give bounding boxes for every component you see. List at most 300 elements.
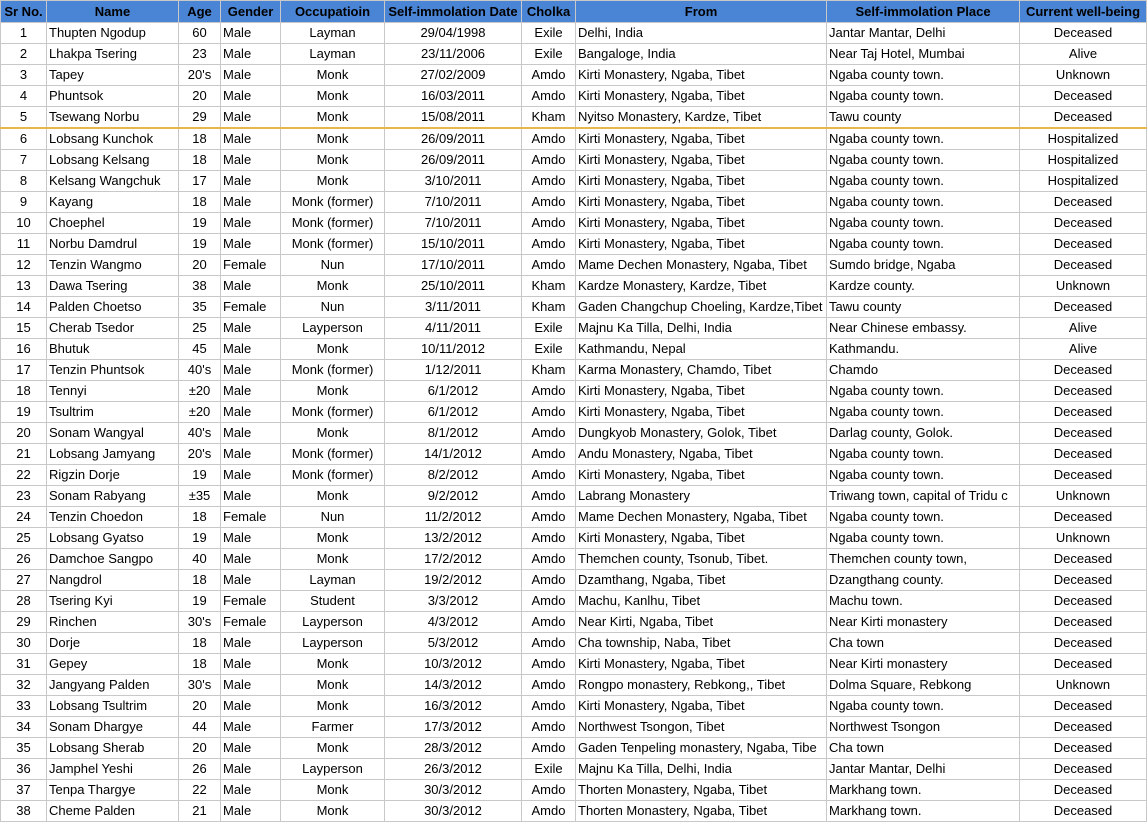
cell-sr-no[interactable]: 32 [1, 675, 47, 696]
cell-from[interactable]: Mame Dechen Monastery, Ngaba, Tibet [576, 507, 827, 528]
cell-cholka[interactable]: Kham [522, 276, 576, 297]
cell-well-being[interactable]: Unknown [1020, 276, 1147, 297]
cell-date[interactable]: 28/3/2012 [385, 738, 522, 759]
cell-well-being[interactable]: Unknown [1020, 675, 1147, 696]
cell-occupation[interactable]: Nun [281, 297, 385, 318]
cell-date[interactable]: 6/1/2012 [385, 402, 522, 423]
cell-from[interactable]: Kirti Monastery, Ngaba, Tibet [576, 381, 827, 402]
cell-age[interactable]: 18 [179, 570, 221, 591]
cell-cholka[interactable]: Amdo [522, 780, 576, 801]
cell-cholka[interactable]: Amdo [522, 591, 576, 612]
cell-sr-no[interactable]: 2 [1, 44, 47, 65]
cell-occupation[interactable]: Monk [281, 171, 385, 192]
cell-place[interactable]: Near Chinese embassy. [827, 318, 1020, 339]
cell-cholka[interactable]: Amdo [522, 150, 576, 171]
cell-sr-no[interactable]: 20 [1, 423, 47, 444]
cell-gender[interactable]: Male [221, 423, 281, 444]
cell-place[interactable]: Ngaba county town. [827, 696, 1020, 717]
cell-name[interactable]: Nangdrol [47, 570, 179, 591]
cell-from[interactable]: Majnu Ka Tilla, Delhi, India [576, 318, 827, 339]
cell-occupation[interactable]: Monk [281, 549, 385, 570]
cell-occupation[interactable]: Monk [281, 801, 385, 822]
cell-date[interactable]: 3/3/2012 [385, 591, 522, 612]
cell-name[interactable]: Lhakpa Tsering [47, 44, 179, 65]
cell-gender[interactable]: Male [221, 234, 281, 255]
cell-name[interactable]: Jamphel Yeshi [47, 759, 179, 780]
cell-sr-no[interactable]: 30 [1, 633, 47, 654]
header-cholka[interactable]: Cholka [522, 1, 576, 23]
cell-sr-no[interactable]: 27 [1, 570, 47, 591]
cell-sr-no[interactable]: 25 [1, 528, 47, 549]
cell-from[interactable]: Bangaloge, India [576, 44, 827, 65]
cell-occupation[interactable]: Monk (former) [281, 444, 385, 465]
cell-from[interactable]: Kirti Monastery, Ngaba, Tibet [576, 465, 827, 486]
cell-gender[interactable]: Female [221, 507, 281, 528]
cell-age[interactable]: 20 [179, 255, 221, 276]
cell-sr-no[interactable]: 8 [1, 171, 47, 192]
cell-occupation[interactable]: Monk (former) [281, 234, 385, 255]
cell-date[interactable]: 4/11/2011 [385, 318, 522, 339]
cell-date[interactable]: 15/08/2011 [385, 107, 522, 129]
cell-gender[interactable]: Male [221, 23, 281, 44]
cell-from[interactable]: Kirti Monastery, Ngaba, Tibet [576, 65, 827, 86]
cell-place[interactable]: Darlag county, Golok. [827, 423, 1020, 444]
cell-place[interactable]: Kardze county. [827, 276, 1020, 297]
cell-cholka[interactable]: Amdo [522, 465, 576, 486]
cell-well-being[interactable]: Deceased [1020, 360, 1147, 381]
cell-age[interactable]: 20's [179, 65, 221, 86]
cell-date[interactable]: 29/04/1998 [385, 23, 522, 44]
cell-sr-no[interactable]: 6 [1, 128, 47, 150]
cell-from[interactable]: Majnu Ka Tilla, Delhi, India [576, 759, 827, 780]
cell-date[interactable]: 8/1/2012 [385, 423, 522, 444]
cell-well-being[interactable]: Deceased [1020, 780, 1147, 801]
cell-name[interactable]: Tenzin Wangmo [47, 255, 179, 276]
cell-occupation[interactable]: Layperson [281, 633, 385, 654]
cell-gender[interactable]: Male [221, 465, 281, 486]
cell-cholka[interactable]: Amdo [522, 738, 576, 759]
cell-gender[interactable]: Male [221, 150, 281, 171]
cell-age[interactable]: 19 [179, 591, 221, 612]
cell-sr-no[interactable]: 7 [1, 150, 47, 171]
cell-date[interactable]: 9/2/2012 [385, 486, 522, 507]
cell-sr-no[interactable]: 18 [1, 381, 47, 402]
cell-well-being[interactable]: Hospitalized [1020, 150, 1147, 171]
cell-gender[interactable]: Male [221, 128, 281, 150]
cell-date[interactable]: 26/09/2011 [385, 128, 522, 150]
cell-from[interactable]: Gaden Tenpeling monastery, Ngaba, Tibe [576, 738, 827, 759]
cell-place[interactable]: Ngaba county town. [827, 402, 1020, 423]
cell-cholka[interactable]: Kham [522, 107, 576, 129]
cell-gender[interactable]: Male [221, 444, 281, 465]
cell-cholka[interactable]: Amdo [522, 654, 576, 675]
cell-gender[interactable]: Male [221, 213, 281, 234]
cell-well-being[interactable]: Deceased [1020, 192, 1147, 213]
cell-date[interactable]: 1/12/2011 [385, 360, 522, 381]
cell-occupation[interactable]: Monk [281, 486, 385, 507]
cell-occupation[interactable]: Monk [281, 381, 385, 402]
cell-from[interactable]: Kirti Monastery, Ngaba, Tibet [576, 402, 827, 423]
cell-cholka[interactable]: Amdo [522, 381, 576, 402]
header-place[interactable]: Self-immolation Place [827, 1, 1020, 23]
cell-name[interactable]: Sonam Rabyang [47, 486, 179, 507]
cell-cholka[interactable]: Amdo [522, 171, 576, 192]
cell-sr-no[interactable]: 26 [1, 549, 47, 570]
cell-age[interactable]: 21 [179, 801, 221, 822]
cell-well-being[interactable]: Alive [1020, 44, 1147, 65]
cell-date[interactable]: 25/10/2011 [385, 276, 522, 297]
cell-date[interactable]: 7/10/2011 [385, 213, 522, 234]
cell-age[interactable]: 38 [179, 276, 221, 297]
cell-age[interactable]: 45 [179, 339, 221, 360]
cell-from[interactable]: Rongpo monastery, Rebkong,, Tibet [576, 675, 827, 696]
cell-well-being[interactable]: Unknown [1020, 486, 1147, 507]
cell-gender[interactable]: Male [221, 717, 281, 738]
cell-sr-no[interactable]: 33 [1, 696, 47, 717]
cell-age[interactable]: 30's [179, 675, 221, 696]
cell-gender[interactable]: Male [221, 192, 281, 213]
cell-age[interactable]: 18 [179, 150, 221, 171]
cell-from[interactable]: Kirti Monastery, Ngaba, Tibet [576, 150, 827, 171]
cell-name[interactable]: Norbu Damdrul [47, 234, 179, 255]
cell-place[interactable]: Tawu county [827, 107, 1020, 129]
cell-age[interactable]: 26 [179, 759, 221, 780]
cell-from[interactable]: Thorten Monastery, Ngaba, Tibet [576, 801, 827, 822]
cell-sr-no[interactable]: 16 [1, 339, 47, 360]
cell-occupation[interactable]: Nun [281, 255, 385, 276]
cell-occupation[interactable]: Monk (former) [281, 192, 385, 213]
cell-cholka[interactable]: Kham [522, 360, 576, 381]
cell-from[interactable]: Kathmandu, Nepal [576, 339, 827, 360]
cell-cholka[interactable]: Amdo [522, 801, 576, 822]
cell-occupation[interactable]: Monk (former) [281, 360, 385, 381]
cell-cholka[interactable]: Amdo [522, 612, 576, 633]
cell-sr-no[interactable]: 9 [1, 192, 47, 213]
cell-gender[interactable]: Male [221, 675, 281, 696]
cell-date[interactable]: 11/2/2012 [385, 507, 522, 528]
cell-well-being[interactable]: Deceased [1020, 423, 1147, 444]
cell-place[interactable]: Near Kirti monastery [827, 612, 1020, 633]
cell-gender[interactable]: Male [221, 86, 281, 107]
cell-age[interactable]: 25 [179, 318, 221, 339]
header-date[interactable]: Self-immolation Date [385, 1, 522, 23]
cell-well-being[interactable]: Deceased [1020, 255, 1147, 276]
cell-well-being[interactable]: Deceased [1020, 633, 1147, 654]
cell-gender[interactable]: Male [221, 696, 281, 717]
cell-age[interactable]: 18 [179, 128, 221, 150]
cell-name[interactable]: Phuntsok [47, 86, 179, 107]
cell-cholka[interactable]: Amdo [522, 570, 576, 591]
cell-occupation[interactable]: Monk [281, 528, 385, 549]
cell-sr-no[interactable]: 35 [1, 738, 47, 759]
cell-well-being[interactable]: Deceased [1020, 507, 1147, 528]
cell-name[interactable]: Lobsang Jamyang [47, 444, 179, 465]
cell-occupation[interactable]: Monk (former) [281, 465, 385, 486]
cell-place[interactable]: Sumdo bridge, Ngaba [827, 255, 1020, 276]
cell-occupation[interactable]: Student [281, 591, 385, 612]
cell-age[interactable]: 44 [179, 717, 221, 738]
header-well-being[interactable]: Current well-being [1020, 1, 1147, 23]
cell-sr-no[interactable]: 3 [1, 65, 47, 86]
cell-cholka[interactable]: Amdo [522, 234, 576, 255]
cell-date[interactable]: 14/3/2012 [385, 675, 522, 696]
cell-from[interactable]: Machu, Kanlhu, Tibet [576, 591, 827, 612]
cell-place[interactable]: Kathmandu. [827, 339, 1020, 360]
cell-sr-no[interactable]: 37 [1, 780, 47, 801]
cell-sr-no[interactable]: 21 [1, 444, 47, 465]
cell-date[interactable]: 17/2/2012 [385, 549, 522, 570]
cell-from[interactable]: Kardze Monastery, Kardze, Tibet [576, 276, 827, 297]
cell-well-being[interactable]: Unknown [1020, 528, 1147, 549]
cell-from[interactable]: Kirti Monastery, Ngaba, Tibet [576, 171, 827, 192]
cell-age[interactable]: 40's [179, 423, 221, 444]
cell-date[interactable]: 17/3/2012 [385, 717, 522, 738]
cell-age[interactable]: 35 [179, 297, 221, 318]
cell-place[interactable]: Ngaba county town. [827, 150, 1020, 171]
cell-cholka[interactable]: Exile [522, 44, 576, 65]
header-from[interactable]: From [576, 1, 827, 23]
cell-place[interactable]: Northwest Tsongon [827, 717, 1020, 738]
cell-place[interactable]: Jantar Mantar, Delhi [827, 23, 1020, 44]
cell-occupation[interactable]: Monk [281, 423, 385, 444]
cell-gender[interactable]: Female [221, 255, 281, 276]
cell-cholka[interactable]: Exile [522, 339, 576, 360]
cell-place[interactable]: Ngaba county town. [827, 213, 1020, 234]
cell-gender[interactable]: Male [221, 65, 281, 86]
cell-age[interactable]: 20 [179, 696, 221, 717]
cell-date[interactable]: 16/03/2011 [385, 86, 522, 107]
cell-from[interactable]: Labrang Monastery [576, 486, 827, 507]
cell-gender[interactable]: Male [221, 107, 281, 129]
cell-name[interactable]: Palden Choetso [47, 297, 179, 318]
cell-sr-no[interactable]: 29 [1, 612, 47, 633]
cell-sr-no[interactable]: 14 [1, 297, 47, 318]
cell-well-being[interactable]: Deceased [1020, 234, 1147, 255]
cell-occupation[interactable]: Monk [281, 780, 385, 801]
cell-gender[interactable]: Female [221, 591, 281, 612]
cell-age[interactable]: 29 [179, 107, 221, 129]
cell-place[interactable]: Ngaba county town. [827, 192, 1020, 213]
cell-occupation[interactable]: Monk [281, 276, 385, 297]
cell-name[interactable]: Lobsang Kelsang [47, 150, 179, 171]
cell-name[interactable]: Tsewang Norbu [47, 107, 179, 129]
cell-well-being[interactable]: Unknown [1020, 65, 1147, 86]
cell-occupation[interactable]: Layperson [281, 318, 385, 339]
cell-date[interactable]: 8/2/2012 [385, 465, 522, 486]
cell-occupation[interactable]: Monk [281, 86, 385, 107]
cell-from[interactable]: Nyitso Monastery, Kardze, Tibet [576, 107, 827, 129]
cell-well-being[interactable]: Deceased [1020, 549, 1147, 570]
cell-name[interactable]: Tenzin Choedon [47, 507, 179, 528]
cell-cholka[interactable]: Amdo [522, 675, 576, 696]
cell-well-being[interactable]: Deceased [1020, 107, 1147, 129]
cell-age[interactable]: ±20 [179, 402, 221, 423]
cell-place[interactable]: Jantar Mantar, Delhi [827, 759, 1020, 780]
cell-cholka[interactable]: Amdo [522, 444, 576, 465]
cell-occupation[interactable]: Monk [281, 696, 385, 717]
cell-date[interactable]: 3/10/2011 [385, 171, 522, 192]
cell-sr-no[interactable]: 38 [1, 801, 47, 822]
cell-name[interactable]: Jangyang Palden [47, 675, 179, 696]
cell-cholka[interactable]: Amdo [522, 86, 576, 107]
cell-place[interactable]: Cha town [827, 738, 1020, 759]
cell-date[interactable]: 30/3/2012 [385, 801, 522, 822]
cell-gender[interactable]: Male [221, 360, 281, 381]
cell-name[interactable]: Damchoe Sangpo [47, 549, 179, 570]
cell-place[interactable]: Markhang town. [827, 801, 1020, 822]
cell-from[interactable]: Kirti Monastery, Ngaba, Tibet [576, 528, 827, 549]
cell-gender[interactable]: Male [221, 570, 281, 591]
cell-occupation[interactable]: Monk [281, 65, 385, 86]
cell-name[interactable]: Gepey [47, 654, 179, 675]
cell-age[interactable]: 18 [179, 192, 221, 213]
cell-gender[interactable]: Male [221, 339, 281, 360]
cell-age[interactable]: 17 [179, 171, 221, 192]
cell-sr-no[interactable]: 22 [1, 465, 47, 486]
cell-place[interactable]: Ngaba county town. [827, 128, 1020, 150]
cell-from[interactable]: Kirti Monastery, Ngaba, Tibet [576, 696, 827, 717]
cell-well-being[interactable]: Alive [1020, 339, 1147, 360]
cell-date[interactable]: 26/3/2012 [385, 759, 522, 780]
cell-sr-no[interactable]: 11 [1, 234, 47, 255]
cell-gender[interactable]: Male [221, 780, 281, 801]
cell-date[interactable]: 16/3/2012 [385, 696, 522, 717]
cell-well-being[interactable]: Deceased [1020, 717, 1147, 738]
cell-place[interactable]: Chamdo [827, 360, 1020, 381]
cell-occupation[interactable]: Monk [281, 128, 385, 150]
cell-occupation[interactable]: Nun [281, 507, 385, 528]
cell-from[interactable]: Karma Monastery, Chamdo, Tibet [576, 360, 827, 381]
cell-date[interactable]: 10/3/2012 [385, 654, 522, 675]
header-occupation[interactable]: Occupatioin [281, 1, 385, 23]
cell-date[interactable]: 7/10/2011 [385, 192, 522, 213]
cell-sr-no[interactable]: 12 [1, 255, 47, 276]
cell-occupation[interactable]: Monk [281, 150, 385, 171]
cell-gender[interactable]: Female [221, 297, 281, 318]
cell-name[interactable]: Kayang [47, 192, 179, 213]
header-age[interactable]: Age [179, 1, 221, 23]
cell-date[interactable]: 27/02/2009 [385, 65, 522, 86]
cell-place[interactable]: Tawu county [827, 297, 1020, 318]
cell-gender[interactable]: Male [221, 44, 281, 65]
header-sr-no[interactable]: Sr No. [1, 1, 47, 23]
cell-cholka[interactable]: Amdo [522, 255, 576, 276]
cell-name[interactable]: Lobsang Gyatso [47, 528, 179, 549]
cell-well-being[interactable]: Deceased [1020, 297, 1147, 318]
cell-sr-no[interactable]: 19 [1, 402, 47, 423]
cell-name[interactable]: Tapey [47, 65, 179, 86]
cell-cholka[interactable]: Kham [522, 297, 576, 318]
cell-from[interactable]: Thorten Monastery, Ngaba, Tibet [576, 780, 827, 801]
cell-name[interactable]: Sonam Dhargye [47, 717, 179, 738]
cell-from[interactable]: Gaden Changchup Choeling, Kardze,Tibet [576, 297, 827, 318]
cell-from[interactable]: Kirti Monastery, Ngaba, Tibet [576, 654, 827, 675]
cell-cholka[interactable]: Amdo [522, 128, 576, 150]
cell-from[interactable]: Mame Dechen Monastery, Ngaba, Tibet [576, 255, 827, 276]
cell-name[interactable]: Rinchen [47, 612, 179, 633]
cell-date[interactable]: 13/2/2012 [385, 528, 522, 549]
cell-cholka[interactable]: Amdo [522, 717, 576, 738]
cell-sr-no[interactable]: 24 [1, 507, 47, 528]
cell-date[interactable]: 10/11/2012 [385, 339, 522, 360]
cell-from[interactable]: Cha township, Naba, Tibet [576, 633, 827, 654]
cell-age[interactable]: 40 [179, 549, 221, 570]
cell-cholka[interactable]: Amdo [522, 549, 576, 570]
cell-cholka[interactable]: Exile [522, 23, 576, 44]
cell-place[interactable]: Dolma Square, Rebkong [827, 675, 1020, 696]
cell-place[interactable]: Ngaba county town. [827, 381, 1020, 402]
cell-gender[interactable]: Male [221, 318, 281, 339]
cell-from[interactable]: Northwest Tsongon, Tibet [576, 717, 827, 738]
cell-date[interactable]: 17/10/2011 [385, 255, 522, 276]
cell-name[interactable]: Cheme Palden [47, 801, 179, 822]
cell-well-being[interactable]: Deceased [1020, 591, 1147, 612]
cell-age[interactable]: ±20 [179, 381, 221, 402]
cell-gender[interactable]: Male [221, 528, 281, 549]
cell-name[interactable]: Tenpa Thargye [47, 780, 179, 801]
cell-date[interactable]: 3/11/2011 [385, 297, 522, 318]
cell-cholka[interactable]: Amdo [522, 402, 576, 423]
cell-from[interactable]: Kirti Monastery, Ngaba, Tibet [576, 128, 827, 150]
cell-gender[interactable]: Male [221, 633, 281, 654]
cell-age[interactable]: 19 [179, 528, 221, 549]
cell-occupation[interactable]: Monk [281, 339, 385, 360]
cell-date[interactable]: 19/2/2012 [385, 570, 522, 591]
cell-well-being[interactable]: Deceased [1020, 23, 1147, 44]
cell-name[interactable]: Tsering Kyi [47, 591, 179, 612]
cell-from[interactable]: Near Kirti, Ngaba, Tibet [576, 612, 827, 633]
cell-from[interactable]: Dzamthang, Ngaba, Tibet [576, 570, 827, 591]
cell-occupation[interactable]: Layman [281, 570, 385, 591]
cell-cholka[interactable]: Amdo [522, 213, 576, 234]
cell-from[interactable]: Kirti Monastery, Ngaba, Tibet [576, 192, 827, 213]
cell-occupation[interactable]: Monk [281, 675, 385, 696]
cell-gender[interactable]: Male [221, 759, 281, 780]
cell-name[interactable]: Dawa Tsering [47, 276, 179, 297]
cell-name[interactable]: Sonam Wangyal [47, 423, 179, 444]
cell-gender[interactable]: Male [221, 402, 281, 423]
cell-cholka[interactable]: Amdo [522, 633, 576, 654]
cell-name[interactable]: Cherab Tsedor [47, 318, 179, 339]
cell-cholka[interactable]: Exile [522, 759, 576, 780]
cell-well-being[interactable]: Deceased [1020, 696, 1147, 717]
cell-occupation[interactable]: Monk [281, 654, 385, 675]
cell-sr-no[interactable]: 34 [1, 717, 47, 738]
cell-age[interactable]: 30's [179, 612, 221, 633]
cell-sr-no[interactable]: 15 [1, 318, 47, 339]
cell-gender[interactable]: Male [221, 549, 281, 570]
cell-place[interactable]: Themchen county town, [827, 549, 1020, 570]
cell-occupation[interactable]: Monk [281, 738, 385, 759]
cell-sr-no[interactable]: 28 [1, 591, 47, 612]
cell-well-being[interactable]: Deceased [1020, 213, 1147, 234]
cell-cholka[interactable]: Amdo [522, 423, 576, 444]
cell-age[interactable]: 60 [179, 23, 221, 44]
cell-name[interactable]: Tennyi [47, 381, 179, 402]
cell-from[interactable]: Themchen county, Tsonub, Tibet. [576, 549, 827, 570]
cell-well-being[interactable]: Deceased [1020, 444, 1147, 465]
cell-well-being[interactable]: Hospitalized [1020, 128, 1147, 150]
cell-place[interactable]: Ngaba county town. [827, 465, 1020, 486]
cell-occupation[interactable]: Layman [281, 23, 385, 44]
cell-age[interactable]: 20's [179, 444, 221, 465]
cell-date[interactable]: 26/09/2011 [385, 150, 522, 171]
cell-well-being[interactable]: Deceased [1020, 654, 1147, 675]
cell-gender[interactable]: Male [221, 801, 281, 822]
cell-from[interactable]: Delhi, India [576, 23, 827, 44]
cell-place[interactable]: Markhang town. [827, 780, 1020, 801]
cell-gender[interactable]: Male [221, 738, 281, 759]
